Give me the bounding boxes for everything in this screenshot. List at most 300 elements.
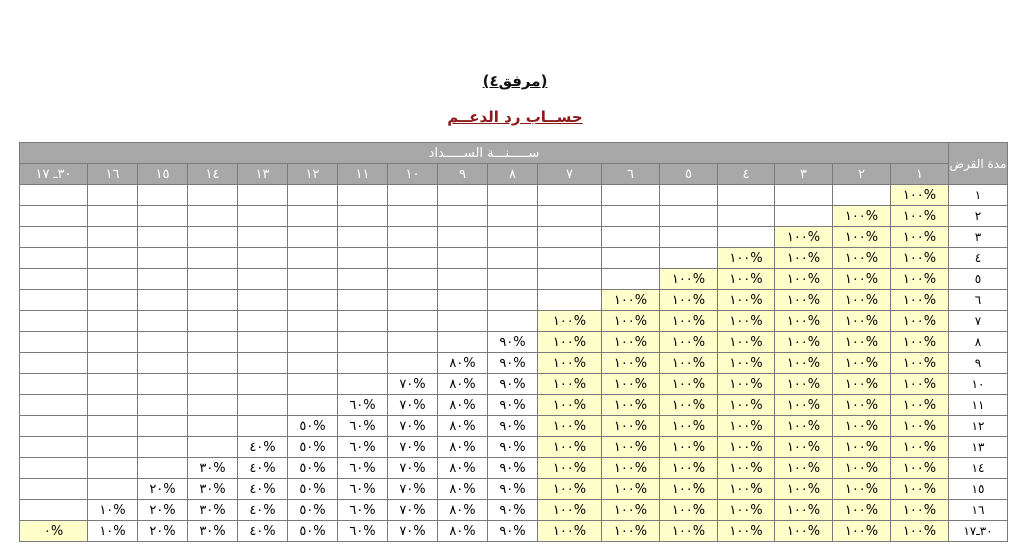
empty-cell: [88, 437, 138, 458]
empty-cell: [338, 248, 388, 269]
percentage-cell: %١٠٠: [718, 311, 775, 332]
empty-cell: [288, 374, 338, 395]
percentage-cell: %٨٠: [438, 374, 488, 395]
percentage-cell: %٤٠: [238, 500, 288, 521]
empty-cell: [88, 185, 138, 206]
table-row: [20, 206, 1008, 227]
percentage-cell: %١٠٠: [833, 521, 891, 542]
table-row: [20, 290, 1008, 311]
empty-cell: [660, 227, 718, 248]
percentage-cell: %١٠٠: [660, 521, 718, 542]
empty-cell: [388, 290, 438, 311]
empty-cell: [88, 248, 138, 269]
empty-cell: [438, 185, 488, 206]
percentage-cell: %٩٠: [488, 353, 538, 374]
table-row: [20, 479, 1008, 500]
loan-term-cell: ١٤: [949, 458, 1008, 479]
empty-cell: [338, 290, 388, 311]
percentage-cell: %١٠٠: [718, 500, 775, 521]
empty-cell: [138, 437, 188, 458]
percentage-cell: %٥٠: [288, 437, 338, 458]
percentage-cell: %١٠٠: [775, 416, 833, 437]
empty-cell: [20, 290, 88, 311]
empty-cell: [602, 248, 660, 269]
empty-cell: [488, 311, 538, 332]
percentage-cell: %١٠٠: [775, 269, 833, 290]
percentage-cell: %١٠٠: [538, 416, 602, 437]
percentage-cell: %١٠٠: [718, 374, 775, 395]
percentage-cell: %١٠٠: [891, 269, 949, 290]
year-header-cell: ٧: [538, 164, 602, 185]
empty-cell: [138, 458, 188, 479]
percentage-cell: %١٠٠: [718, 290, 775, 311]
percentage-cell: %١٠٠: [891, 500, 949, 521]
percentage-cell: %١٠: [88, 500, 138, 521]
percentage-cell: %١٠٠: [602, 479, 660, 500]
percentage-cell: %٧٠: [388, 500, 438, 521]
percentage-cell: %١٠٠: [538, 311, 602, 332]
percentage-cell: %٤٠: [238, 458, 288, 479]
empty-cell: [88, 479, 138, 500]
empty-cell: [238, 353, 288, 374]
empty-cell: [238, 332, 288, 353]
empty-cell: [338, 374, 388, 395]
loan-term-cell: ٧: [949, 311, 1008, 332]
percentage-cell: %٣٠: [188, 500, 238, 521]
percentage-cell: %٣٠: [188, 458, 238, 479]
percentage-cell: %١٠٠: [660, 437, 718, 458]
percentage-cell: %١٠٠: [660, 500, 718, 521]
percentage-cell: %٩٠: [488, 395, 538, 416]
empty-cell: [88, 353, 138, 374]
percentage-cell: %١٠٠: [891, 290, 949, 311]
empty-cell: [88, 416, 138, 437]
percentage-cell: %١٠٠: [538, 395, 602, 416]
percentage-cell: %٢٠: [138, 500, 188, 521]
repayment-year-header: ســـــنـــة الســـــداد: [20, 143, 949, 164]
empty-cell: [20, 500, 88, 521]
percentage-cell: %١٠٠: [538, 479, 602, 500]
empty-cell: [338, 311, 388, 332]
empty-cell: [602, 227, 660, 248]
empty-cell: [20, 311, 88, 332]
document-title: (مرفق٤): [482, 72, 548, 90]
percentage-cell: %٨٠: [438, 458, 488, 479]
empty-cell: [188, 290, 238, 311]
empty-cell: [660, 185, 718, 206]
empty-cell: [288, 353, 338, 374]
empty-cell: [188, 437, 238, 458]
percentage-cell: %١٠٠: [891, 479, 949, 500]
year-header-cell: ١: [891, 164, 949, 185]
year-header-cell: ٣٠ـ ١٧: [20, 164, 88, 185]
empty-cell: [388, 269, 438, 290]
percentage-cell: %١٠٠: [602, 416, 660, 437]
percentage-cell: %١٠٠: [775, 374, 833, 395]
year-header-cell: ١٣: [238, 164, 288, 185]
table-row: [20, 269, 1008, 290]
year-header-cell: ٤: [718, 164, 775, 185]
percentage-cell: %٥٠: [288, 521, 338, 542]
empty-cell: [138, 395, 188, 416]
empty-cell: [188, 353, 238, 374]
empty-cell: [718, 227, 775, 248]
loan-term-cell: ١١: [949, 395, 1008, 416]
percentage-cell: %٢٠: [138, 521, 188, 542]
empty-cell: [88, 374, 138, 395]
percentage-cell: %٨٠: [438, 416, 488, 437]
percentage-cell: %٩٠: [488, 500, 538, 521]
empty-cell: [288, 269, 338, 290]
percentage-cell: %١٠٠: [833, 395, 891, 416]
percentage-cell: %١٠٠: [602, 521, 660, 542]
empty-cell: [238, 248, 288, 269]
percentage-cell: %١٠٠: [775, 395, 833, 416]
empty-cell: [488, 269, 538, 290]
empty-cell: [288, 206, 338, 227]
empty-cell: [288, 227, 338, 248]
empty-cell: [438, 311, 488, 332]
empty-cell: [20, 458, 88, 479]
percentage-cell: %١٠٠: [891, 458, 949, 479]
document-subtitle: حســاب رد الدعــم: [447, 108, 583, 126]
empty-cell: [338, 185, 388, 206]
table-row: [20, 500, 1008, 521]
empty-cell: [338, 227, 388, 248]
empty-cell: [238, 416, 288, 437]
empty-cell: [188, 206, 238, 227]
table-row: [20, 458, 1008, 479]
percentage-cell: %١٠٠: [660, 290, 718, 311]
loan-term-cell: ١٦: [949, 500, 1008, 521]
loan-term-cell: ١٥: [949, 479, 1008, 500]
percentage-cell: %١٠٠: [602, 437, 660, 458]
percentage-cell: %١٠٠: [775, 521, 833, 542]
empty-cell: [538, 290, 602, 311]
percentage-cell: %١٠٠: [891, 395, 949, 416]
empty-cell: [775, 185, 833, 206]
percentage-cell: %١٠٠: [718, 332, 775, 353]
empty-cell: [88, 395, 138, 416]
empty-cell: [488, 248, 538, 269]
percentage-cell: %١٠٠: [718, 521, 775, 542]
percentage-cell: %١٠٠: [602, 395, 660, 416]
percentage-cell: %٨٠: [438, 479, 488, 500]
percentage-cell: %٩٠: [488, 332, 538, 353]
table-row: [20, 185, 1008, 206]
empty-cell: [388, 206, 438, 227]
percentage-cell: %٩٠: [488, 521, 538, 542]
empty-cell: [538, 269, 602, 290]
header-row-years: [20, 164, 1008, 185]
percentage-cell: %٤٠: [238, 437, 288, 458]
percentage-cell: %٢٠: [138, 479, 188, 500]
percentage-cell: %١٠٠: [833, 332, 891, 353]
percentage-cell: %١٠٠: [602, 290, 660, 311]
year-header-cell: ١١: [338, 164, 388, 185]
empty-cell: [833, 185, 891, 206]
percentage-cell: %٦٠: [338, 521, 388, 542]
year-header-cell: ١٥: [138, 164, 188, 185]
empty-cell: [288, 248, 338, 269]
empty-cell: [338, 332, 388, 353]
empty-cell: [20, 353, 88, 374]
loan-term-cell: ٤: [949, 248, 1008, 269]
empty-cell: [20, 227, 88, 248]
percentage-cell: %١٠٠: [891, 227, 949, 248]
empty-cell: [20, 395, 88, 416]
year-header-cell: ٢: [833, 164, 891, 185]
percentage-cell: %١٠٠: [775, 311, 833, 332]
empty-cell: [288, 395, 338, 416]
table-row: [20, 353, 1008, 374]
empty-cell: [238, 395, 288, 416]
empty-cell: [438, 332, 488, 353]
empty-cell: [88, 206, 138, 227]
loan-term-cell: ٩: [949, 353, 1008, 374]
year-header-cell: ١٢: [288, 164, 338, 185]
year-header-cell: ٥: [660, 164, 718, 185]
empty-cell: [718, 206, 775, 227]
empty-cell: [138, 290, 188, 311]
percentage-cell: %١٠٠: [602, 311, 660, 332]
year-header-cell: ٣: [775, 164, 833, 185]
empty-cell: [338, 353, 388, 374]
percentage-cell: %١٠٠: [891, 437, 949, 458]
percentage-cell: %١٠٠: [891, 311, 949, 332]
percentage-cell: %١٠٠: [660, 458, 718, 479]
loan-duration-header: مدة القرض: [949, 143, 1008, 185]
repayment-table: [19, 142, 1008, 542]
empty-cell: [288, 332, 338, 353]
percentage-cell: %١٠: [88, 521, 138, 542]
percentage-cell: %١٠٠: [833, 458, 891, 479]
percentage-cell: %١٠٠: [538, 521, 602, 542]
header-row-top: [20, 143, 1008, 164]
table-row: [20, 311, 1008, 332]
empty-cell: [188, 416, 238, 437]
percentage-cell: %١٠٠: [891, 185, 949, 206]
percentage-cell: %١٠٠: [775, 479, 833, 500]
empty-cell: [718, 185, 775, 206]
empty-cell: [288, 311, 338, 332]
percentage-cell: %١٠٠: [602, 353, 660, 374]
percentage-cell: %١٠٠: [718, 437, 775, 458]
empty-cell: [138, 416, 188, 437]
empty-cell: [88, 332, 138, 353]
percentage-cell: %١٠٠: [833, 311, 891, 332]
empty-cell: [238, 185, 288, 206]
empty-cell: [238, 269, 288, 290]
percentage-cell: %١٠٠: [718, 458, 775, 479]
empty-cell: [188, 227, 238, 248]
percentage-cell: %١٠٠: [538, 332, 602, 353]
percentage-cell: %١٠٠: [602, 374, 660, 395]
percentage-cell: %١٠٠: [660, 395, 718, 416]
percentage-cell: %١٠٠: [660, 416, 718, 437]
empty-cell: [20, 185, 88, 206]
empty-cell: [238, 374, 288, 395]
empty-cell: [20, 416, 88, 437]
percentage-cell: %١٠٠: [775, 227, 833, 248]
percentage-cell: %٤٠: [238, 479, 288, 500]
percentage-cell: %١٠٠: [833, 416, 891, 437]
empty-cell: [538, 248, 602, 269]
empty-cell: [388, 227, 438, 248]
percentage-cell: %١٠٠: [775, 353, 833, 374]
percentage-cell: %١٠٠: [891, 248, 949, 269]
year-header-cell: ١٠: [388, 164, 438, 185]
percentage-cell: %٩٠: [488, 479, 538, 500]
percentage-cell: %١٠٠: [660, 353, 718, 374]
percentage-cell: %٨٠: [438, 395, 488, 416]
percentage-cell: %١٠٠: [602, 332, 660, 353]
percentage-cell: %١٠٠: [602, 458, 660, 479]
table-row: [20, 332, 1008, 353]
percentage-cell: %١٠٠: [891, 353, 949, 374]
percentage-cell: %٣٠: [188, 479, 238, 500]
percentage-cell: %٣٠: [188, 521, 238, 542]
year-header-cell: ١٦: [88, 164, 138, 185]
empty-cell: [88, 290, 138, 311]
empty-cell: [438, 227, 488, 248]
percentage-cell: %٧٠: [388, 437, 438, 458]
percentage-cell: %١٠٠: [775, 248, 833, 269]
empty-cell: [138, 248, 188, 269]
loan-term-cell: ١٣: [949, 437, 1008, 458]
percentage-cell: %١٠٠: [833, 437, 891, 458]
percentage-cell: %١٠٠: [538, 353, 602, 374]
empty-cell: [188, 185, 238, 206]
empty-cell: [388, 248, 438, 269]
percentage-cell: %٦٠: [338, 437, 388, 458]
percentage-cell: %١٠٠: [833, 290, 891, 311]
empty-cell: [20, 332, 88, 353]
percentage-cell: %٨٠: [438, 437, 488, 458]
percentage-cell: %١٠٠: [833, 479, 891, 500]
empty-cell: [88, 269, 138, 290]
year-header-cell: ٩: [438, 164, 488, 185]
empty-cell: [138, 311, 188, 332]
percentage-cell: %١٠٠: [833, 269, 891, 290]
empty-cell: [238, 206, 288, 227]
percentage-cell: %١٠٠: [833, 227, 891, 248]
percentage-cell: %٤٠: [238, 521, 288, 542]
empty-cell: [138, 269, 188, 290]
percentage-cell: %٠: [20, 521, 88, 542]
empty-cell: [538, 206, 602, 227]
percentage-cell: %٦٠: [338, 500, 388, 521]
empty-cell: [20, 206, 88, 227]
empty-cell: [338, 269, 388, 290]
percentage-cell: %١٠٠: [538, 458, 602, 479]
empty-cell: [775, 206, 833, 227]
empty-cell: [88, 458, 138, 479]
loan-term-cell: ٥: [949, 269, 1008, 290]
percentage-cell: %١٠٠: [891, 521, 949, 542]
empty-cell: [660, 248, 718, 269]
empty-cell: [438, 290, 488, 311]
percentage-cell: %١٠٠: [775, 500, 833, 521]
percentage-cell: %٦٠: [338, 416, 388, 437]
loan-term-cell: ١٠: [949, 374, 1008, 395]
percentage-cell: %١٠٠: [718, 353, 775, 374]
empty-cell: [288, 185, 338, 206]
empty-cell: [388, 185, 438, 206]
empty-cell: [538, 185, 602, 206]
percentage-cell: %٧٠: [388, 395, 438, 416]
percentage-cell: %١٠٠: [891, 206, 949, 227]
percentage-cell: %١٠٠: [891, 374, 949, 395]
percentage-cell: %١٠٠: [833, 500, 891, 521]
table-row: [20, 374, 1008, 395]
percentage-cell: %١٠٠: [891, 416, 949, 437]
year-header-cell: ٦: [602, 164, 660, 185]
table-row: [20, 437, 1008, 458]
percentage-cell: %٩٠: [488, 437, 538, 458]
percentage-cell: %١٠٠: [718, 416, 775, 437]
loan-term-cell: ٦: [949, 290, 1008, 311]
empty-cell: [388, 311, 438, 332]
percentage-cell: %٩٠: [488, 416, 538, 437]
percentage-cell: %١٠٠: [602, 500, 660, 521]
empty-cell: [488, 206, 538, 227]
percentage-cell: %١٠٠: [538, 374, 602, 395]
empty-cell: [602, 269, 660, 290]
percentage-cell: %١٠٠: [833, 374, 891, 395]
loan-term-cell: ١٢: [949, 416, 1008, 437]
percentage-cell: %٨٠: [438, 521, 488, 542]
empty-cell: [388, 332, 438, 353]
empty-cell: [20, 248, 88, 269]
percentage-cell: %٥٠: [288, 458, 338, 479]
empty-cell: [138, 374, 188, 395]
percentage-cell: %٧٠: [388, 374, 438, 395]
empty-cell: [20, 437, 88, 458]
empty-cell: [488, 227, 538, 248]
year-header-cell: ٨: [488, 164, 538, 185]
percentage-cell: %١٠٠: [718, 395, 775, 416]
empty-cell: [488, 185, 538, 206]
loan-term-cell: ٢: [949, 206, 1008, 227]
loan-term-cell: ٣: [949, 227, 1008, 248]
percentage-cell: %١٠٠: [718, 248, 775, 269]
percentage-cell: %١٠٠: [660, 269, 718, 290]
percentage-cell: %١٠٠: [538, 500, 602, 521]
empty-cell: [138, 332, 188, 353]
percentage-cell: %٥٠: [288, 500, 338, 521]
empty-cell: [188, 269, 238, 290]
percentage-cell: %١٠٠: [833, 353, 891, 374]
empty-cell: [388, 353, 438, 374]
percentage-cell: %٧٠: [388, 416, 438, 437]
percentage-cell: %١٠٠: [775, 290, 833, 311]
empty-cell: [238, 227, 288, 248]
table-row: [20, 521, 1008, 542]
empty-cell: [20, 269, 88, 290]
empty-cell: [238, 290, 288, 311]
empty-cell: [338, 206, 388, 227]
loan-term-cell: ٨: [949, 332, 1008, 353]
empty-cell: [188, 311, 238, 332]
empty-cell: [138, 227, 188, 248]
year-header-cell: ١٤: [188, 164, 238, 185]
empty-cell: [538, 227, 602, 248]
percentage-cell: %٦٠: [338, 458, 388, 479]
empty-cell: [20, 479, 88, 500]
percentage-cell: %١٠٠: [718, 269, 775, 290]
empty-cell: [88, 311, 138, 332]
